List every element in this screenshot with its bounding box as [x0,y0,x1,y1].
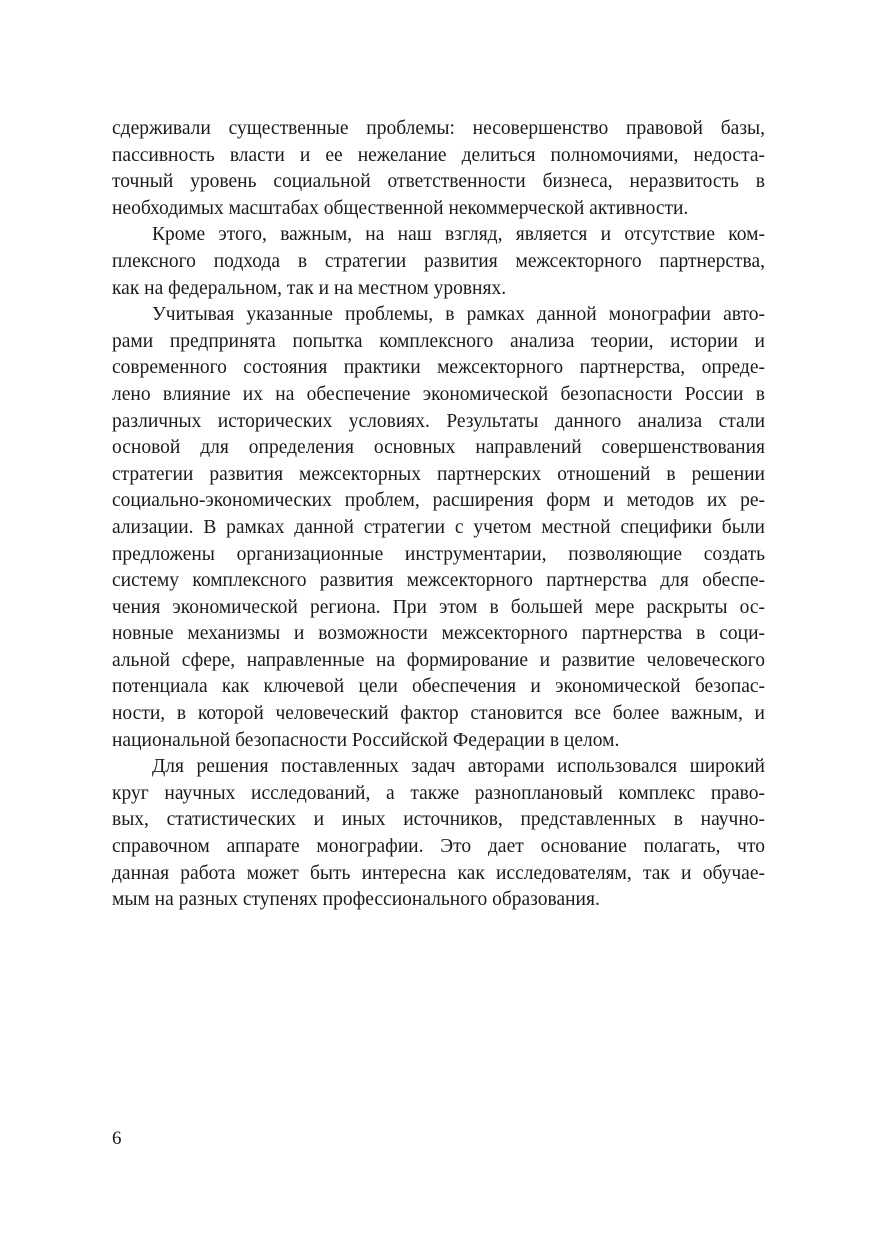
text-line: ности, в которой человеческий фактор становится все более важным, и [112,703,765,725]
text-line: сдерживали существенные проблемы: несовершенство правовой базы, [112,118,765,139]
text-line: предложены организационные инструментарии, позволяющие создать [112,543,765,565]
text-line: данная работа может быть интересна как исследователям, так и обучае- [112,862,765,884]
text-line: рами предпринята попытка комплексного анализа теории, истории и [112,330,765,352]
text-line: ализации. В рамках данной стратегии с учетом местной специфики были [112,516,765,538]
text-line: современного состояния практики межсекторного партнерства, опреде- [112,357,765,379]
text-line: новные механизмы и возможности межсекторного партнерства в соци- [112,623,765,645]
text-line: круг научных исследований, а также разноплановый комплекс право- [112,782,765,804]
text-line: Для решения поставленных задач авторами использовался широкий [152,756,765,778]
text-line: точный уровень социальной ответственности бизнеса, неразвитость в [112,171,765,193]
text-line: национальной безопасности Российской Федерации в целом. [112,729,620,751]
text-line: Учитывая указанные проблемы, в рамках данной монографии авто- [152,304,765,326]
text-line: мым на разных ступенях профессионального образования. [112,889,600,911]
text-line: лено влияние их на обеспечение экономической безопасности России в [112,383,765,405]
text-line: различных исторических условиях. Результаты данного анализа стали [112,410,765,432]
text-line: основой для определения основных направлений совершенствования [112,437,765,459]
page-number: 6 [112,1128,122,1149]
text-line: справочном аппарате монографии. Это дает основание полагать, что [112,836,765,858]
text-line: Кроме этого, важным, на наш взгляд, является и отсутствие ком- [152,224,765,246]
text-line: чения экономической региона. При этом в большей мере раскрыты ос- [112,596,765,618]
text-line: плексного подхода в стратегии развития межсекторного партнерства, [112,250,765,272]
text-line: стратегии развития межсекторных партнерских отношений в решении [112,463,765,485]
body-text [112,116,765,914]
text-line: систему комплексного развития межсекторного партнерства для обеспе- [112,570,765,592]
text-line: вых, статистических и иных источников, представленных в научно- [112,809,765,831]
text-line: потенциала как ключевой цели обеспечения и экономической безопас- [112,676,765,698]
text-line: необходимых масштабах общественной некоммерческой активности. [112,197,689,219]
text-line: альной сфере, направленные на формирование и развитие человеческого [112,649,765,671]
text-line: пассивность власти и ее нежелание делиться полномочиями, недоста- [112,144,765,166]
text-line: как на федеральном, так и на местном уровнях. [112,277,507,299]
text-line: социально-экономических проблем, расширения форм и методов их ре- [112,490,765,512]
